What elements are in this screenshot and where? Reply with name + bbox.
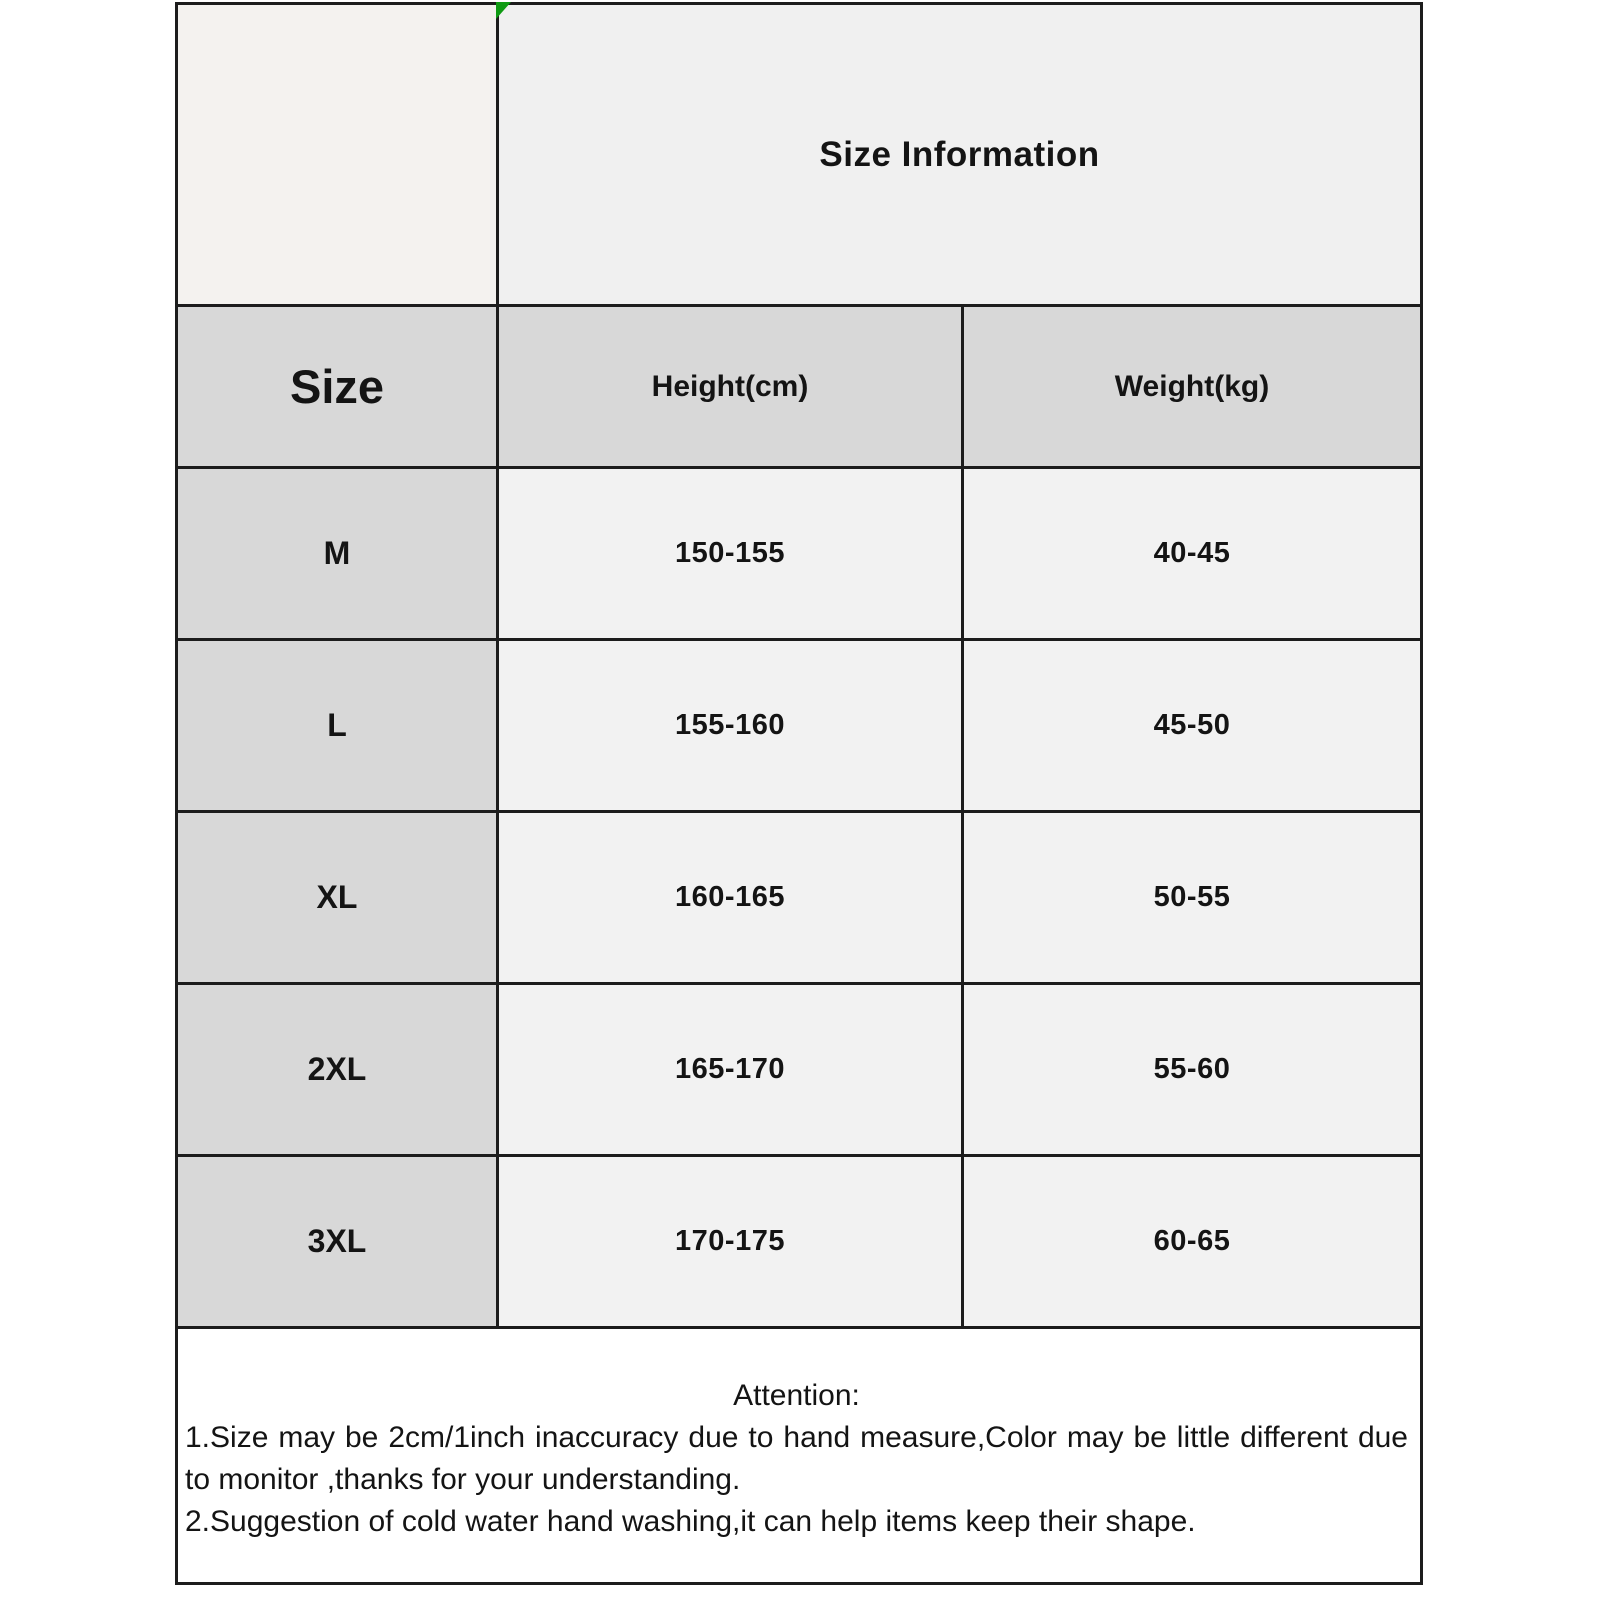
size-cell: 2XL [177, 984, 498, 1156]
height-cell: 165-170 [498, 984, 963, 1156]
weight-cell: 60-65 [963, 1156, 1422, 1328]
height-cell: 155-160 [498, 640, 963, 812]
table-row-2xl [177, 984, 1422, 1156]
size-cell: M [177, 468, 498, 640]
table-row-xl [177, 812, 1422, 984]
column-header-height: Height(cm) [498, 306, 963, 468]
size-cell: XL [177, 812, 498, 984]
size-chart-table [175, 2, 1423, 1585]
table-row-m [177, 468, 1422, 640]
height-cell: 160-165 [498, 812, 963, 984]
attention-heading: Attention: [733, 1379, 860, 1412]
attention-section [177, 1328, 1422, 1584]
green-corner-marker [496, 2, 511, 19]
weight-cell: 55-60 [963, 984, 1422, 1156]
title-cell [498, 4, 1422, 306]
height-cell: 150-155 [498, 468, 963, 640]
height-cell: 170-175 [498, 1156, 963, 1328]
attention-note: 2.Suggestion of cold water hand washing,it can help items keep their shape. [185, 1505, 1196, 1538]
size-cell: L [177, 640, 498, 812]
product-photo-cell [177, 4, 498, 306]
size-chart-sheet [175, 2, 1420, 1585]
weight-cell: 50-55 [963, 812, 1422, 984]
column-header-row [177, 306, 1422, 468]
photo-title-row [177, 4, 1422, 306]
page-title: Size Information [819, 134, 1100, 174]
table-row-3xl [177, 1156, 1422, 1328]
table-row-l [177, 640, 1422, 812]
weight-cell: 45-50 [963, 640, 1422, 812]
attention-row [177, 1328, 1422, 1584]
attention-note: 1.Size may be 2cm/1inch inaccuracy due to hand measure,Color may be little different due to monitor ,thanks for your understanding. [185, 1421, 1408, 1496]
column-header-weight: Weight(kg) [963, 306, 1422, 468]
size-cell: 3XL [177, 1156, 498, 1328]
weight-cell: 40-45 [963, 468, 1422, 640]
column-header-size: Size [177, 306, 498, 468]
